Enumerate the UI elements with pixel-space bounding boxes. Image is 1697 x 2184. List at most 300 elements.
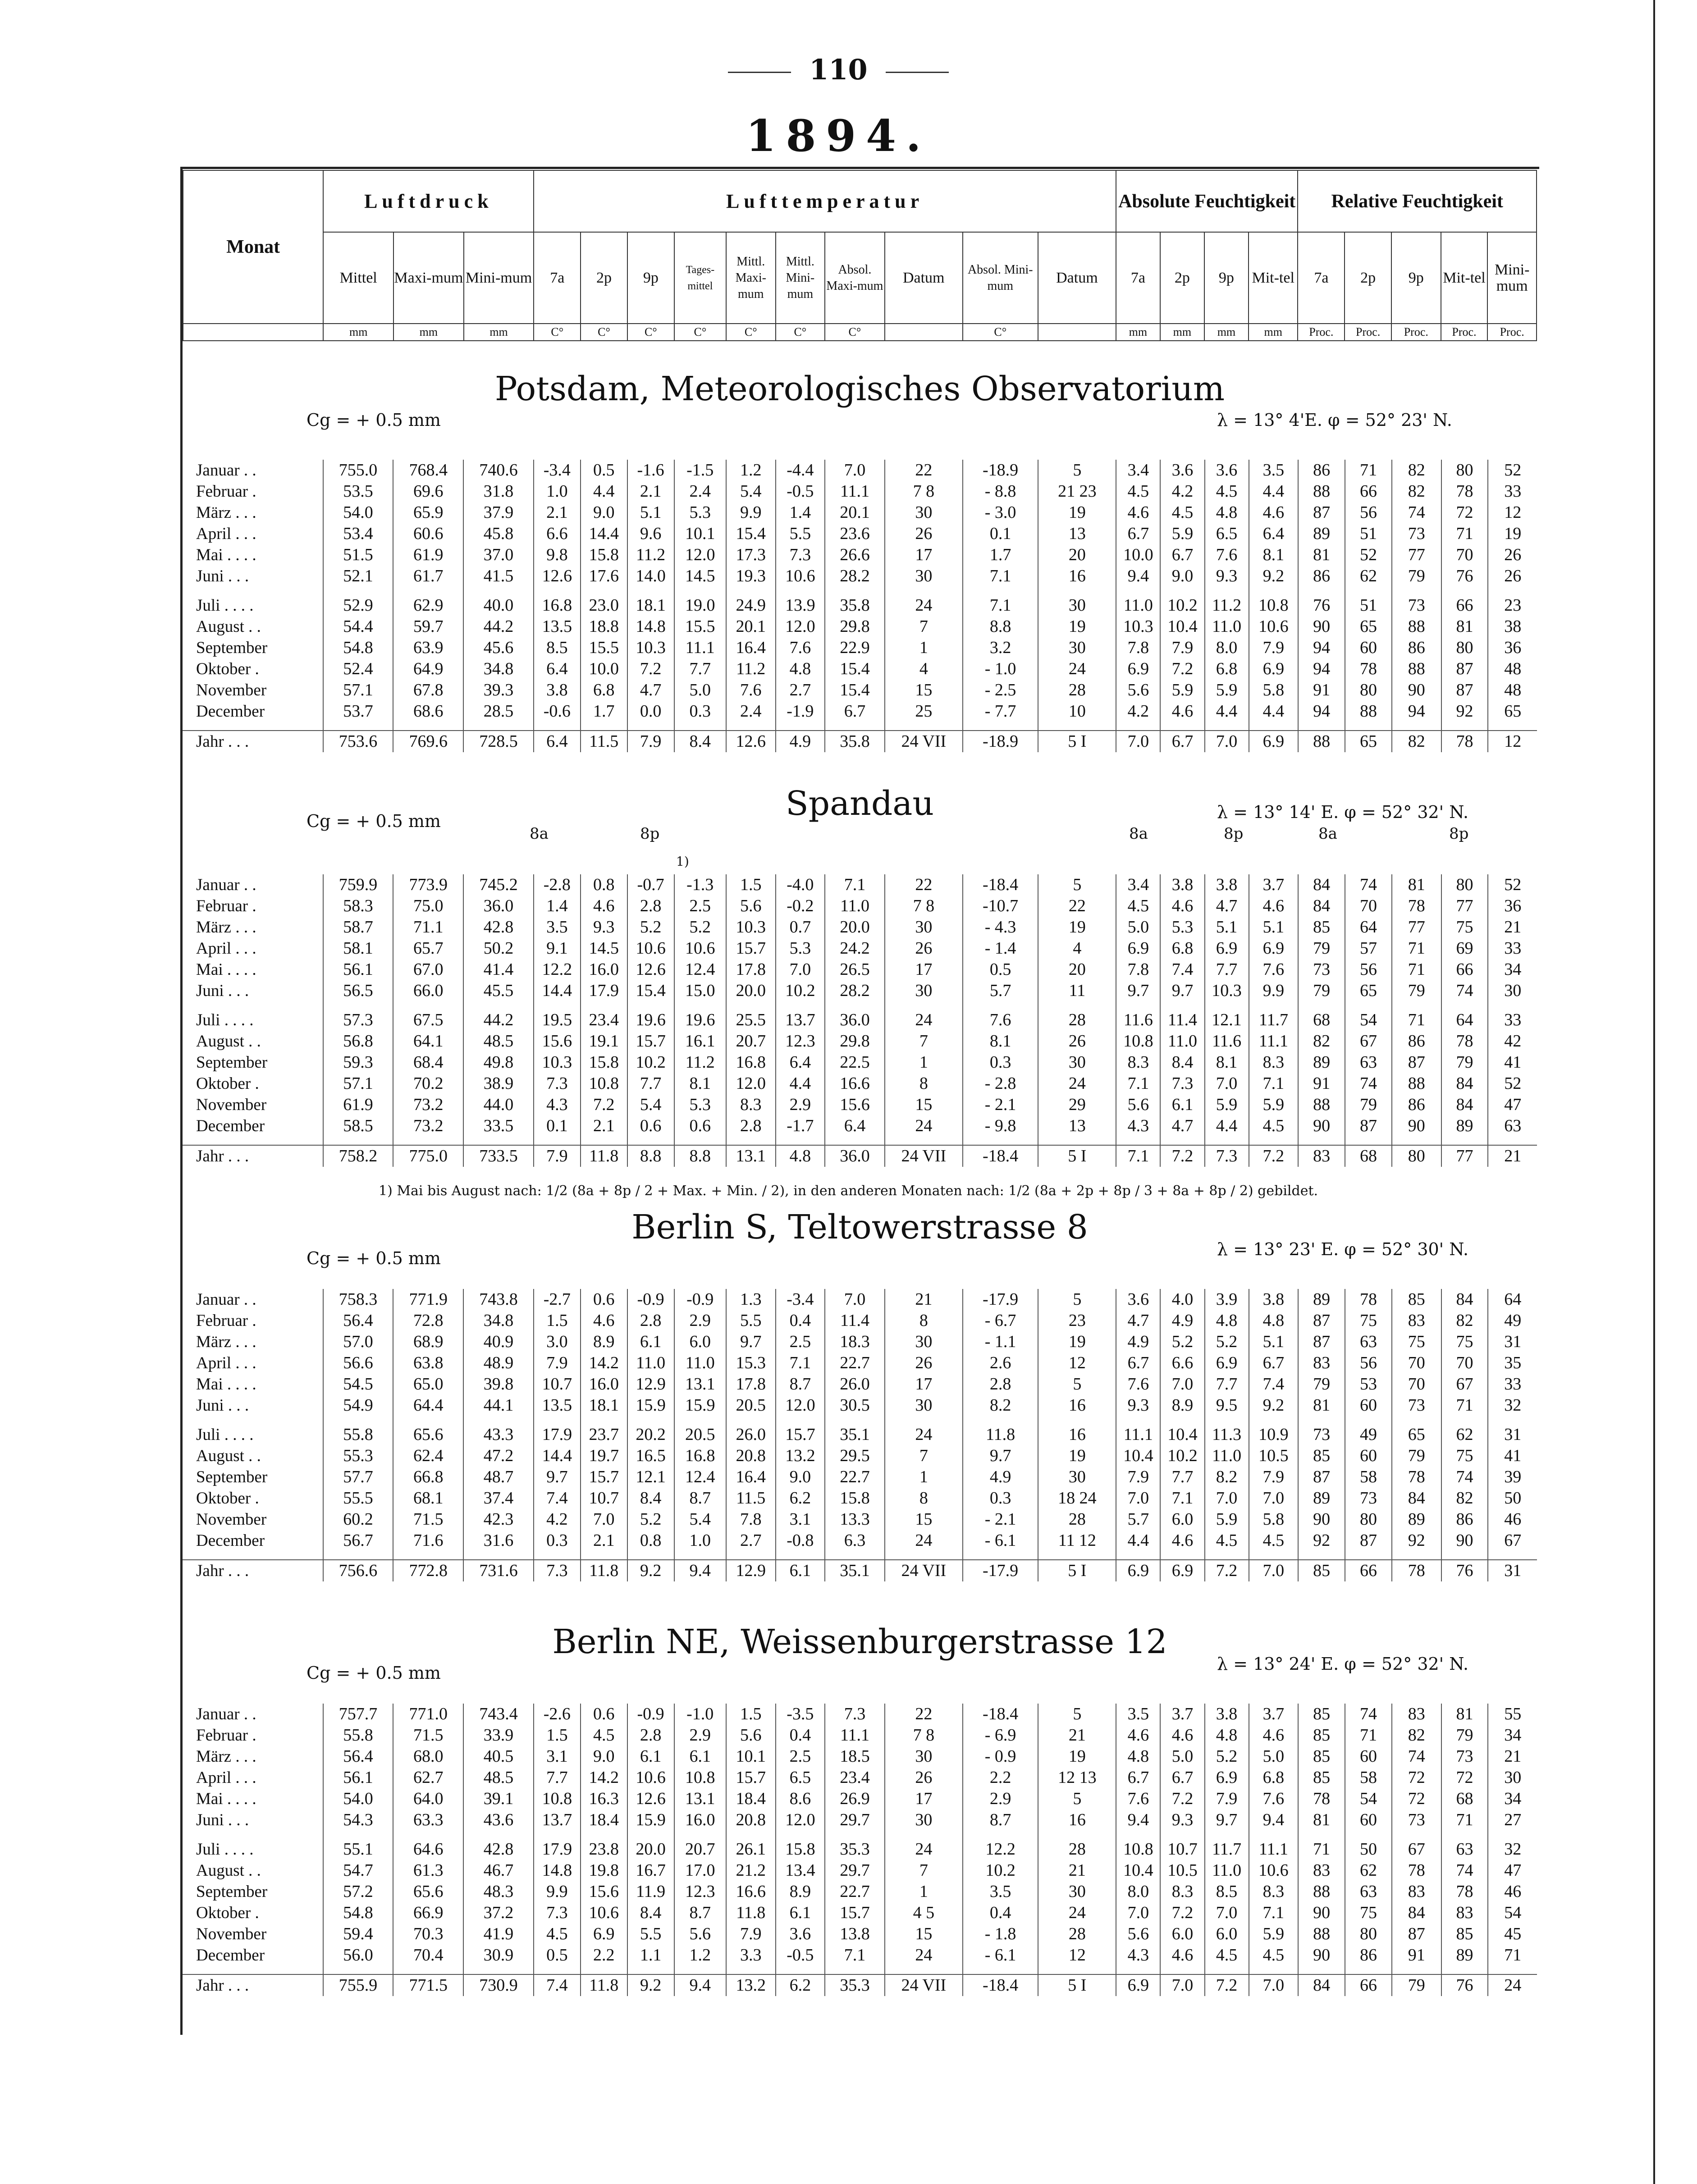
spacer-cell xyxy=(627,587,674,595)
table-cell: 1.4 xyxy=(534,896,581,917)
table-cell: 12.0 xyxy=(776,616,825,637)
table-cell: 5.0 xyxy=(1160,1746,1204,1767)
table-cell: 3.7 xyxy=(1160,1704,1204,1725)
table-cell: 12 xyxy=(1038,1352,1116,1374)
table-cell: - 1.4 xyxy=(963,938,1038,959)
spacer-cell xyxy=(1345,722,1392,731)
spacer-cell xyxy=(674,1416,726,1424)
table-row xyxy=(183,1424,1537,1445)
table-cell: - 6.7 xyxy=(963,1310,1038,1331)
table-cell: 16.6 xyxy=(825,1073,885,1094)
table-cell: 32 xyxy=(1488,1839,1537,1860)
table-cell: 4.3 xyxy=(1116,1945,1160,1966)
table-cell: 1 xyxy=(885,1881,963,1902)
table-cell: 0.6 xyxy=(581,1289,627,1310)
table-cell: 5.3 xyxy=(1160,917,1204,938)
table-cell: 80 xyxy=(1345,1509,1392,1530)
table-cell: 3.8 xyxy=(1160,874,1204,896)
table-cell: 5.3 xyxy=(674,502,726,523)
table-cell: 71 xyxy=(1488,1945,1537,1966)
table-cell: 88 xyxy=(1298,1881,1345,1902)
table-cell: 11.2 xyxy=(726,658,776,680)
table-cell: 8.5 xyxy=(1205,1881,1249,1902)
spacer-cell xyxy=(726,1831,776,1839)
table-cell: 6.7 xyxy=(1249,1352,1299,1374)
table-cell: 48 xyxy=(1488,658,1537,680)
unit-cell: Proc. xyxy=(1441,324,1488,341)
table-row xyxy=(183,896,1537,917)
spacer-cell xyxy=(1249,1966,1299,1974)
table-cell: 7.9 xyxy=(1160,637,1204,658)
table-cell: 7.0 xyxy=(1249,1560,1299,1581)
table-cell: 7.7 xyxy=(534,1767,581,1788)
table-cell: 19.0 xyxy=(674,595,726,616)
table-cell: 63.3 xyxy=(393,1809,463,1831)
unit-cell: C° xyxy=(674,324,726,341)
table-cell: 55.1 xyxy=(323,1839,393,1860)
obs-hour-label: 8p xyxy=(640,825,660,843)
table-cell: 62.7 xyxy=(393,1767,463,1788)
table-cell: 60 xyxy=(1345,1746,1392,1767)
month-label: September xyxy=(196,639,268,657)
table-cell: 30 xyxy=(885,566,963,587)
spacer-cell xyxy=(183,722,323,731)
table-cell: 79 xyxy=(1392,1974,1441,1996)
table-cell: 68.6 xyxy=(393,701,463,722)
table-cell: 78 xyxy=(1392,1467,1441,1488)
table-cell: 10.8 xyxy=(1116,1031,1160,1052)
table-cell: -17.9 xyxy=(963,1289,1038,1310)
spacer-cell xyxy=(463,1966,534,1974)
table-cell: 23.7 xyxy=(581,1424,627,1445)
table-cell: 11.2 xyxy=(674,1052,726,1073)
unit-cell: Proc. xyxy=(1391,324,1441,341)
table-cell: 5.9 xyxy=(1160,680,1204,701)
table-cell: 87 xyxy=(1345,1530,1392,1551)
row-spacer xyxy=(183,587,1537,595)
table-cell: 47 xyxy=(1488,1094,1537,1115)
table-cell: 7.4 xyxy=(534,1488,581,1509)
table-cell: 16.0 xyxy=(581,959,627,980)
table-cell: 6.8 xyxy=(1249,1767,1299,1788)
table-cell: 5.3 xyxy=(674,1094,726,1115)
data-table-spandau xyxy=(183,874,1537,1167)
table-cell: 78 xyxy=(1441,1881,1488,1902)
table-cell: 3.6 xyxy=(1205,460,1249,481)
table-cell: 20.1 xyxy=(825,502,885,523)
table-cell: 12.6 xyxy=(534,566,581,587)
table-cell: 66.9 xyxy=(393,1902,463,1924)
table-cell: 34.8 xyxy=(463,1310,534,1331)
table-cell: 11.8 xyxy=(963,1424,1038,1445)
table-cell: 63 xyxy=(1345,1881,1392,1902)
table-cell: 18.5 xyxy=(825,1746,885,1767)
spacer-cell xyxy=(1249,1001,1299,1010)
table-cell: 80 xyxy=(1441,874,1488,896)
table-cell: -2.7 xyxy=(534,1289,581,1310)
spacer-cell xyxy=(825,1416,885,1424)
table-cell: 42.8 xyxy=(463,1839,534,1860)
table-cell: 54.3 xyxy=(323,1809,393,1831)
table-cell: 41 xyxy=(1488,1445,1537,1467)
col-header: Mit-tel xyxy=(1441,232,1488,324)
month-label: April . . . xyxy=(196,525,256,543)
table-cell: 3.0 xyxy=(534,1331,581,1352)
table-cell: 77 xyxy=(1441,1145,1488,1167)
obs-hour-label: 8p xyxy=(1449,825,1469,843)
table-cell: 75 xyxy=(1345,1310,1392,1331)
table-cell: 14.4 xyxy=(534,1445,581,1467)
spacer-cell xyxy=(393,1831,463,1839)
table-cell: -1.6 xyxy=(627,460,674,481)
table-cell: 19 xyxy=(1038,1445,1116,1467)
col-header: Datum xyxy=(885,232,963,324)
unit-cell: mm xyxy=(1160,324,1204,341)
table-cell: 30 xyxy=(885,1746,963,1767)
table-cell: 55.5 xyxy=(323,1488,393,1509)
table-cell: 71 xyxy=(1345,1725,1392,1746)
table-cell: 26.0 xyxy=(825,1374,885,1395)
table-cell: 85 xyxy=(1441,1924,1488,1945)
table-cell: 5 xyxy=(1038,1704,1116,1725)
table-cell: 65.6 xyxy=(393,1881,463,1902)
table-cell: 30 xyxy=(1488,1767,1537,1788)
table-cell: 6.9 xyxy=(1116,938,1160,959)
spacer-cell xyxy=(1298,1416,1345,1424)
table-cell: 92 xyxy=(1392,1530,1441,1551)
month-label: Jahr . . . xyxy=(183,731,323,752)
spacer-cell xyxy=(581,1001,627,1010)
table-cell: 15.8 xyxy=(776,1839,825,1860)
table-cell: 52 xyxy=(1488,874,1537,896)
col-header: 7a xyxy=(1116,232,1160,324)
col-header: Tages-mittel xyxy=(674,232,726,324)
table-cell: - 1.0 xyxy=(963,658,1038,680)
table-cell: 13.4 xyxy=(776,1860,825,1881)
unit-cell: mm xyxy=(1204,324,1249,341)
table-cell: 6.5 xyxy=(1205,523,1249,544)
table-cell: 63 xyxy=(1345,1331,1392,1352)
col-header: Mittl. Maxi-mum xyxy=(726,232,776,324)
table-cell: 23.8 xyxy=(581,1839,627,1860)
table-cell: 7.9 xyxy=(627,731,674,752)
table-cell: 56 xyxy=(1345,502,1392,523)
table-cell: 20.0 xyxy=(627,1839,674,1860)
table-cell: 8.9 xyxy=(1160,1395,1204,1416)
table-cell: 4.8 xyxy=(1116,1746,1160,1767)
table-cell: 52.9 xyxy=(323,595,393,616)
table-cell: 90 xyxy=(1392,1115,1441,1137)
table-cell: 10.3 xyxy=(534,1052,581,1073)
table-cell: 30 xyxy=(1038,1881,1116,1902)
table-row xyxy=(183,460,1537,481)
table-cell: 3.9 xyxy=(1205,1289,1249,1310)
unit-cell: C° xyxy=(963,324,1038,341)
table-cell: 7.2 xyxy=(627,658,674,680)
spacer-cell xyxy=(183,1137,323,1145)
table-cell: 70 xyxy=(1441,544,1488,566)
table-cell: 79 xyxy=(1441,1725,1488,1746)
spacer-cell xyxy=(1160,1001,1204,1010)
table-cell: 66 xyxy=(1441,595,1488,616)
table-cell: 19 xyxy=(1038,1746,1116,1767)
table-cell: 85 xyxy=(1298,1746,1345,1767)
table-cell: 6.9 xyxy=(1249,731,1299,752)
table-cell: 7.0 xyxy=(581,1509,627,1530)
spacer-cell xyxy=(1441,1551,1488,1560)
table-cell: 0.3 xyxy=(674,701,726,722)
table-cell: 21.2 xyxy=(726,1860,776,1881)
table-cell: 7.4 xyxy=(1160,959,1204,980)
spacer-cell xyxy=(1205,1001,1249,1010)
table-cell: 753.6 xyxy=(323,731,393,752)
table-cell: -1.5 xyxy=(674,460,726,481)
table-cell: 7 xyxy=(885,1031,963,1052)
table-cell: 57.3 xyxy=(323,1010,393,1031)
table-cell: 5.9 xyxy=(1205,680,1249,701)
table-cell: 7.9 xyxy=(1249,637,1299,658)
table-cell: 60 xyxy=(1345,637,1392,658)
table-cell: 16.7 xyxy=(627,1860,674,1881)
table-cell: - 1.8 xyxy=(963,1924,1038,1945)
month-label: November xyxy=(196,1510,267,1529)
table-cell: 10.0 xyxy=(1116,544,1160,566)
spacer-cell xyxy=(183,587,323,595)
table-cell: 69 xyxy=(1441,938,1488,959)
table-cell: 58.7 xyxy=(323,917,393,938)
row-spacer xyxy=(183,1137,1537,1145)
spacer-cell xyxy=(1160,722,1204,731)
table-cell: 5 I xyxy=(1038,1974,1116,1996)
table-cell: 9.7 xyxy=(726,1331,776,1352)
table-cell: 2.8 xyxy=(726,1115,776,1137)
header-lufttemperatur: Lufttemperatur xyxy=(534,170,1116,232)
table-cell: 730.9 xyxy=(463,1974,534,1996)
coordinates: λ = 13° 24' E. φ = 52° 32' N. xyxy=(1217,1654,1469,1674)
table-cell: 8 xyxy=(885,1488,963,1509)
table-cell: 3.8 xyxy=(1205,874,1249,896)
table-cell: 66 xyxy=(1345,1974,1392,1996)
month-label: März . . . xyxy=(196,918,256,937)
month-label: November xyxy=(196,681,267,699)
table-cell: 66.8 xyxy=(393,1467,463,1488)
spacer-cell xyxy=(1392,1966,1441,1974)
table-cell: 0.0 xyxy=(627,701,674,722)
table-cell: 7.1 xyxy=(1116,1073,1160,1094)
table-cell: 52.4 xyxy=(323,658,393,680)
table-row xyxy=(183,959,1537,980)
table-cell: 7.6 xyxy=(1205,544,1249,566)
table-cell: -18.4 xyxy=(963,1704,1038,1725)
spacer-cell xyxy=(726,1551,776,1560)
table-cell: 8.5 xyxy=(534,637,581,658)
col-header: Absol. Mini-mum xyxy=(963,232,1038,324)
table-cell: 30 xyxy=(1038,637,1116,658)
table-cell: 7.9 xyxy=(1116,1467,1160,1488)
month-label: December xyxy=(196,702,265,721)
table-cell: 15 xyxy=(885,680,963,701)
spacer-cell xyxy=(1345,1551,1392,1560)
spacer-cell xyxy=(1345,1831,1392,1839)
table-cell: 20.7 xyxy=(726,1031,776,1052)
table-cell: 5 xyxy=(1038,874,1116,896)
table-cell: 0.4 xyxy=(963,1902,1038,1924)
table-cell: 7.2 xyxy=(581,1094,627,1115)
table-cell: 6.4 xyxy=(534,731,581,752)
table-cell: 15.7 xyxy=(776,1424,825,1445)
table-cell: 34 xyxy=(1488,1725,1537,1746)
table-cell: 30 xyxy=(1038,1467,1116,1488)
table-cell: 56 xyxy=(1345,959,1392,980)
table-cell: 72 xyxy=(1441,502,1488,523)
table-cell: 3.5 xyxy=(1249,460,1299,481)
table-cell: 2.7 xyxy=(776,680,825,701)
table-cell: 1.5 xyxy=(534,1310,581,1331)
table-cell: 18.1 xyxy=(627,595,674,616)
table-cell: 72 xyxy=(1441,1767,1488,1788)
table-cell: 71 xyxy=(1392,938,1441,959)
table-cell: 57.1 xyxy=(323,1073,393,1094)
table-cell: 28.2 xyxy=(825,566,885,587)
table-cell: 8.1 xyxy=(1205,1052,1249,1073)
table-cell: 6.0 xyxy=(674,1331,726,1352)
table-cell: 83 xyxy=(1298,1352,1345,1374)
table-row xyxy=(183,1115,1537,1137)
table-cell: 83 xyxy=(1298,1860,1345,1881)
table-cell: 16.4 xyxy=(726,637,776,658)
table-cell: 21 xyxy=(1038,1860,1116,1881)
table-cell: 43.6 xyxy=(463,1809,534,1831)
table-cell: 12 xyxy=(1488,502,1537,523)
table-cell: 15 xyxy=(885,1094,963,1115)
table-cell: 10.8 xyxy=(674,1767,726,1788)
table-cell: 29.8 xyxy=(825,1031,885,1052)
table-cell: 73 xyxy=(1441,1746,1488,1767)
month-label: Februar . xyxy=(196,1311,256,1330)
table-cell: 8 xyxy=(885,1310,963,1331)
table-cell: 771.5 xyxy=(393,1974,463,1996)
table-cell: 52 xyxy=(1488,460,1537,481)
table-cell: 11.2 xyxy=(627,544,674,566)
table-cell: 9.2 xyxy=(1249,1395,1299,1416)
table-cell: 10.8 xyxy=(534,1788,581,1809)
table-cell: 71.6 xyxy=(393,1530,463,1551)
spacer-cell xyxy=(1116,1551,1160,1560)
table-cell: 8.2 xyxy=(963,1395,1038,1416)
table-cell: 8.0 xyxy=(1116,1881,1160,1902)
table-cell: 12.0 xyxy=(674,544,726,566)
spacer-cell xyxy=(1441,1966,1488,1974)
spacer-cell xyxy=(674,1551,726,1560)
spacer-cell xyxy=(1345,1966,1392,1974)
table-cell: 12.0 xyxy=(776,1809,825,1831)
table-cell: 15 xyxy=(885,1509,963,1530)
table-cell: 84 xyxy=(1298,896,1345,917)
spacer-cell xyxy=(1298,1831,1345,1839)
table-row xyxy=(183,1924,1537,1945)
month-label: December xyxy=(196,1946,265,1965)
table-row xyxy=(183,1445,1537,1467)
month-label: März . . . xyxy=(196,1333,256,1351)
table-cell: 11.0 xyxy=(627,1352,674,1374)
table-cell: 10.6 xyxy=(627,1767,674,1788)
table-cell: 5.2 xyxy=(627,1509,674,1530)
unit-cell: C° xyxy=(581,324,627,341)
spacer-cell xyxy=(1205,722,1249,731)
table-cell: 70 xyxy=(1441,1352,1488,1374)
table-cell: 4.0 xyxy=(1160,1289,1204,1310)
table-cell: 33.5 xyxy=(463,1115,534,1137)
table-cell: 7.3 xyxy=(534,1902,581,1924)
table-cell: 9.0 xyxy=(776,1467,825,1488)
table-cell: 71 xyxy=(1441,1395,1488,1416)
table-cell: 78 xyxy=(1441,731,1488,752)
table-cell: 12.0 xyxy=(776,1395,825,1416)
table-cell: 7.2 xyxy=(1160,1788,1204,1809)
table-cell: 5.6 xyxy=(726,1725,776,1746)
table-cell: 26 xyxy=(885,1767,963,1788)
spacer-cell xyxy=(1488,1831,1537,1839)
table-cell: 70.2 xyxy=(393,1073,463,1094)
table-cell: 4.2 xyxy=(534,1509,581,1530)
table-cell: 8.4 xyxy=(627,1902,674,1924)
table-cell: 83 xyxy=(1298,1145,1345,1167)
table-cell: 66 xyxy=(1441,959,1488,980)
table-cell: 15.5 xyxy=(581,637,627,658)
table-cell: -18.4 xyxy=(963,1974,1038,1996)
table-cell: 6.5 xyxy=(776,1767,825,1788)
table-cell: 45 xyxy=(1488,1924,1537,1945)
table-cell: 6.9 xyxy=(1205,1767,1249,1788)
table-cell: 55.8 xyxy=(323,1424,393,1445)
table-cell: 87 xyxy=(1392,1924,1441,1945)
table-cell: 81 xyxy=(1441,616,1488,637)
spacer-cell xyxy=(534,1831,581,1839)
table-cell: 3.7 xyxy=(1249,874,1299,896)
table-cell: 13.1 xyxy=(726,1145,776,1167)
table-cell: 4 5 xyxy=(885,1902,963,1924)
table-cell: 81 xyxy=(1392,874,1441,896)
table-cell: 4.4 xyxy=(1116,1530,1160,1551)
spacer-cell xyxy=(534,1551,581,1560)
table-cell: 84 xyxy=(1441,1073,1488,1094)
table-cell: 5.6 xyxy=(674,1924,726,1945)
table-cell: 7.9 xyxy=(534,1352,581,1374)
table-row xyxy=(183,595,1537,616)
table-cell: 34.8 xyxy=(463,658,534,680)
col-header: Mittel xyxy=(323,232,393,324)
table-cell: 20.5 xyxy=(726,1395,776,1416)
table-cell: 0.5 xyxy=(963,959,1038,980)
table-cell: -3.4 xyxy=(776,1289,825,1310)
table-cell: 94 xyxy=(1298,637,1345,658)
table-cell: 21 xyxy=(1038,1725,1116,1746)
table-row xyxy=(183,1788,1537,1809)
table-cell: 13.5 xyxy=(534,1395,581,1416)
table-cell: 13.2 xyxy=(726,1974,776,1996)
table-cell: 85 xyxy=(1298,1704,1345,1725)
table-cell: 4.7 xyxy=(627,680,674,701)
table-cell: 7.6 xyxy=(726,680,776,701)
spacer-cell xyxy=(1441,587,1488,595)
table-cell: 84 xyxy=(1298,874,1345,896)
table-cell: 31 xyxy=(1488,1560,1537,1581)
table-cell: 64.1 xyxy=(393,1031,463,1052)
table-cell: 21 xyxy=(1488,1746,1537,1767)
table-cell: 8.8 xyxy=(674,1145,726,1167)
table-cell: 57 xyxy=(1345,938,1392,959)
table-cell: 0.8 xyxy=(581,874,627,896)
